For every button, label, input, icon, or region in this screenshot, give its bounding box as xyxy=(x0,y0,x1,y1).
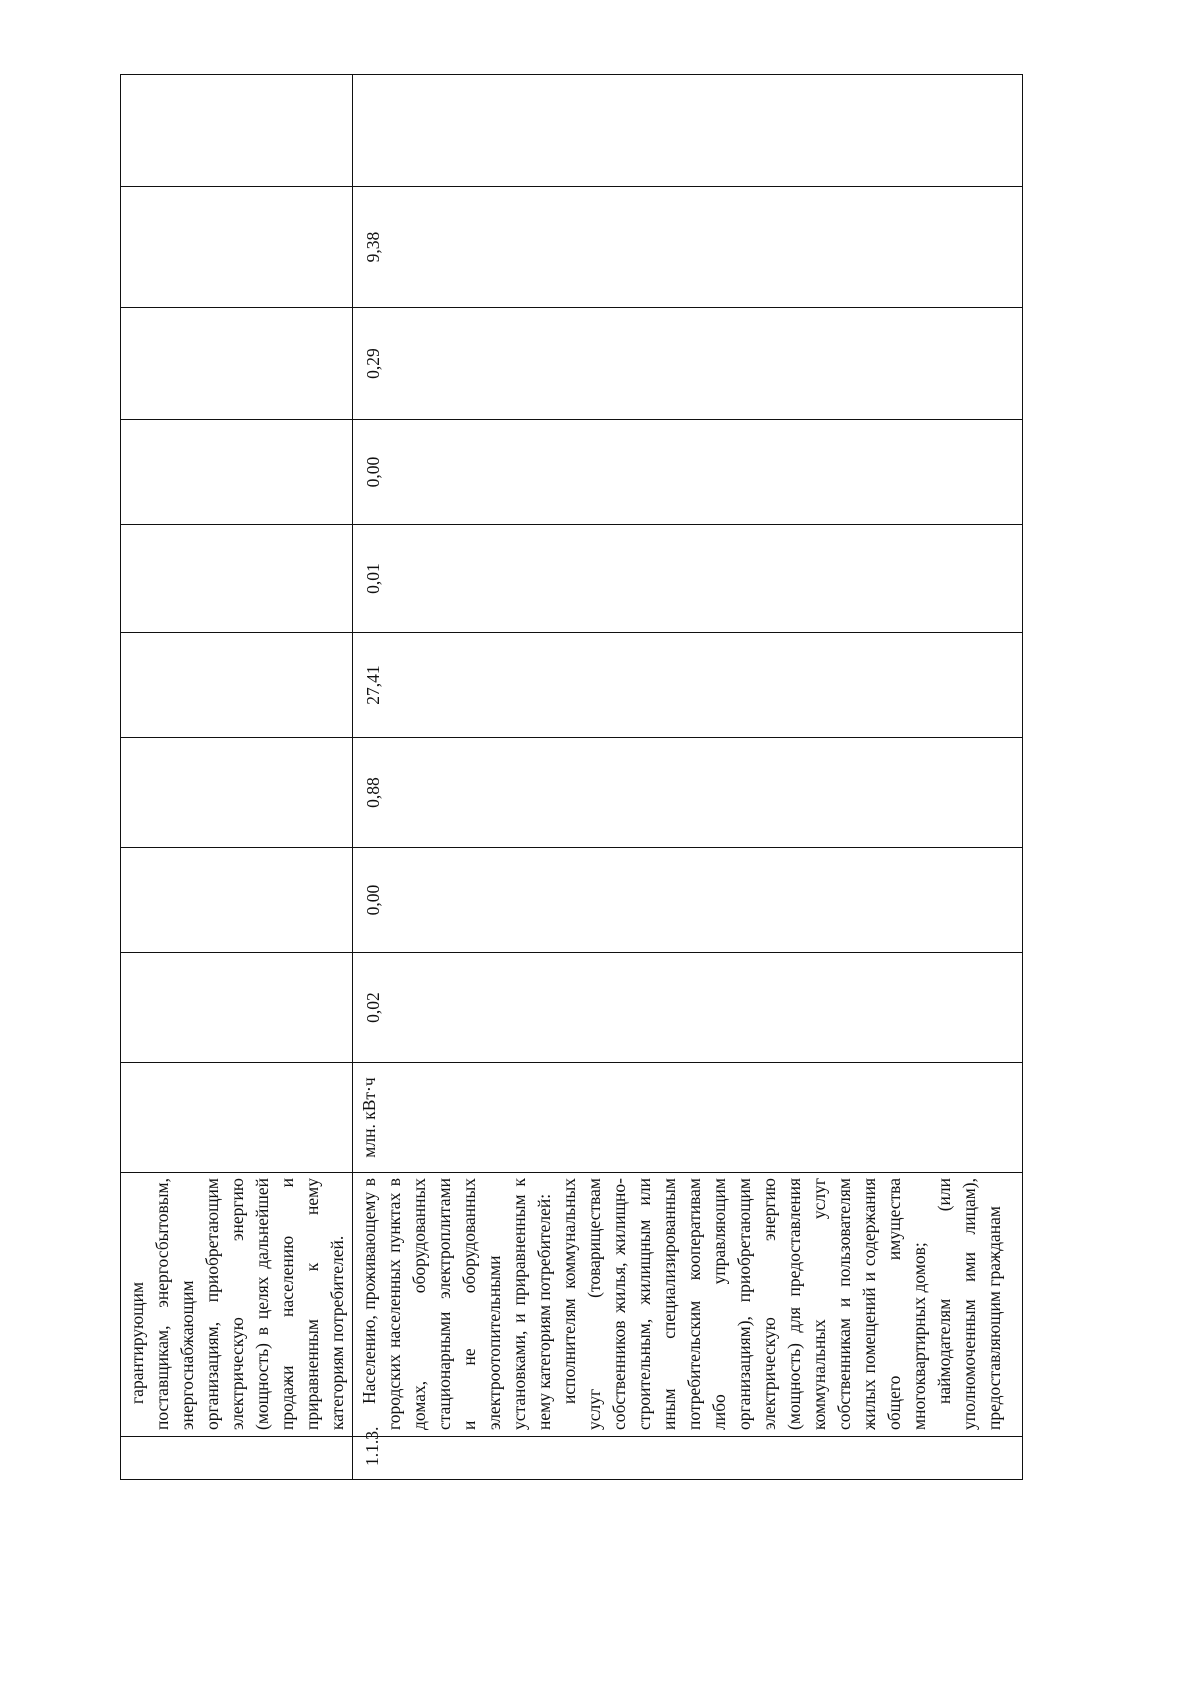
value-cell xyxy=(121,633,353,738)
value-cell: 9,38 xyxy=(353,187,1023,308)
value-cell xyxy=(121,953,353,1063)
value-cell xyxy=(121,525,353,633)
value-cell xyxy=(121,187,353,308)
value-cell xyxy=(121,738,353,848)
value-cell: 0,00 xyxy=(353,420,1023,525)
value-cell: 0,01 xyxy=(353,525,1023,633)
rotated-table-container xyxy=(120,75,1004,1480)
data-table xyxy=(120,74,1023,1480)
description-text: гарантирующим поставщикам, энергосбытовым, энергоснабжающим организациям, приобретающим электрическую энергию (мощность) в целях дальнейшей продажи населению и приравненным к нему категориям потребителей. xyxy=(127,1178,347,1430)
description-clip xyxy=(357,1178,1020,1430)
description-text-2: исполнителям коммунальных услуг (товариществам собственников жилья, жилищно-строительным, жилищным или иным специализированным потребительским кооперативам либо управляющим организациям), приобретающим электрическую энергию (мощность) для предоставления коммунальных услуг собственникам и пользователям жилых помещений и содержания общего имущества многоквартирных домов; xyxy=(559,1178,929,1430)
unit-cell xyxy=(121,1063,353,1173)
description-text: Населению, проживающему в городских населенных пунктах в домах, оборудованных стационарными электроплитами и не оборудованных электроотопительными установками, и приравненным к нему категориям потребителей: xyxy=(359,1178,554,1430)
description-text-3: наймодателям (или уполномоченным ими лицам), предоставляющим гражданам xyxy=(934,1178,1004,1430)
row-number-cell: 1.1.3. xyxy=(353,1437,1023,1480)
value-cell: 0,00 xyxy=(353,848,1023,953)
value-cell: 0,29 xyxy=(353,308,1023,420)
value-cell xyxy=(353,75,1023,187)
description-cell xyxy=(353,1173,1023,1437)
value-cell xyxy=(121,308,353,420)
value-cell xyxy=(121,420,353,525)
table-row xyxy=(353,75,1023,1480)
value-cell: 0,02 xyxy=(353,953,1023,1063)
unit-cell: млн. кВт·ч xyxy=(353,1063,1023,1173)
description-cell xyxy=(121,1173,353,1437)
value-cell xyxy=(121,75,353,187)
value-cell: 0,88 xyxy=(353,738,1023,848)
value-cell: 27,41 xyxy=(353,633,1023,738)
value-cell xyxy=(121,848,353,953)
row-number-cell xyxy=(121,1437,353,1480)
table-row xyxy=(121,75,353,1480)
